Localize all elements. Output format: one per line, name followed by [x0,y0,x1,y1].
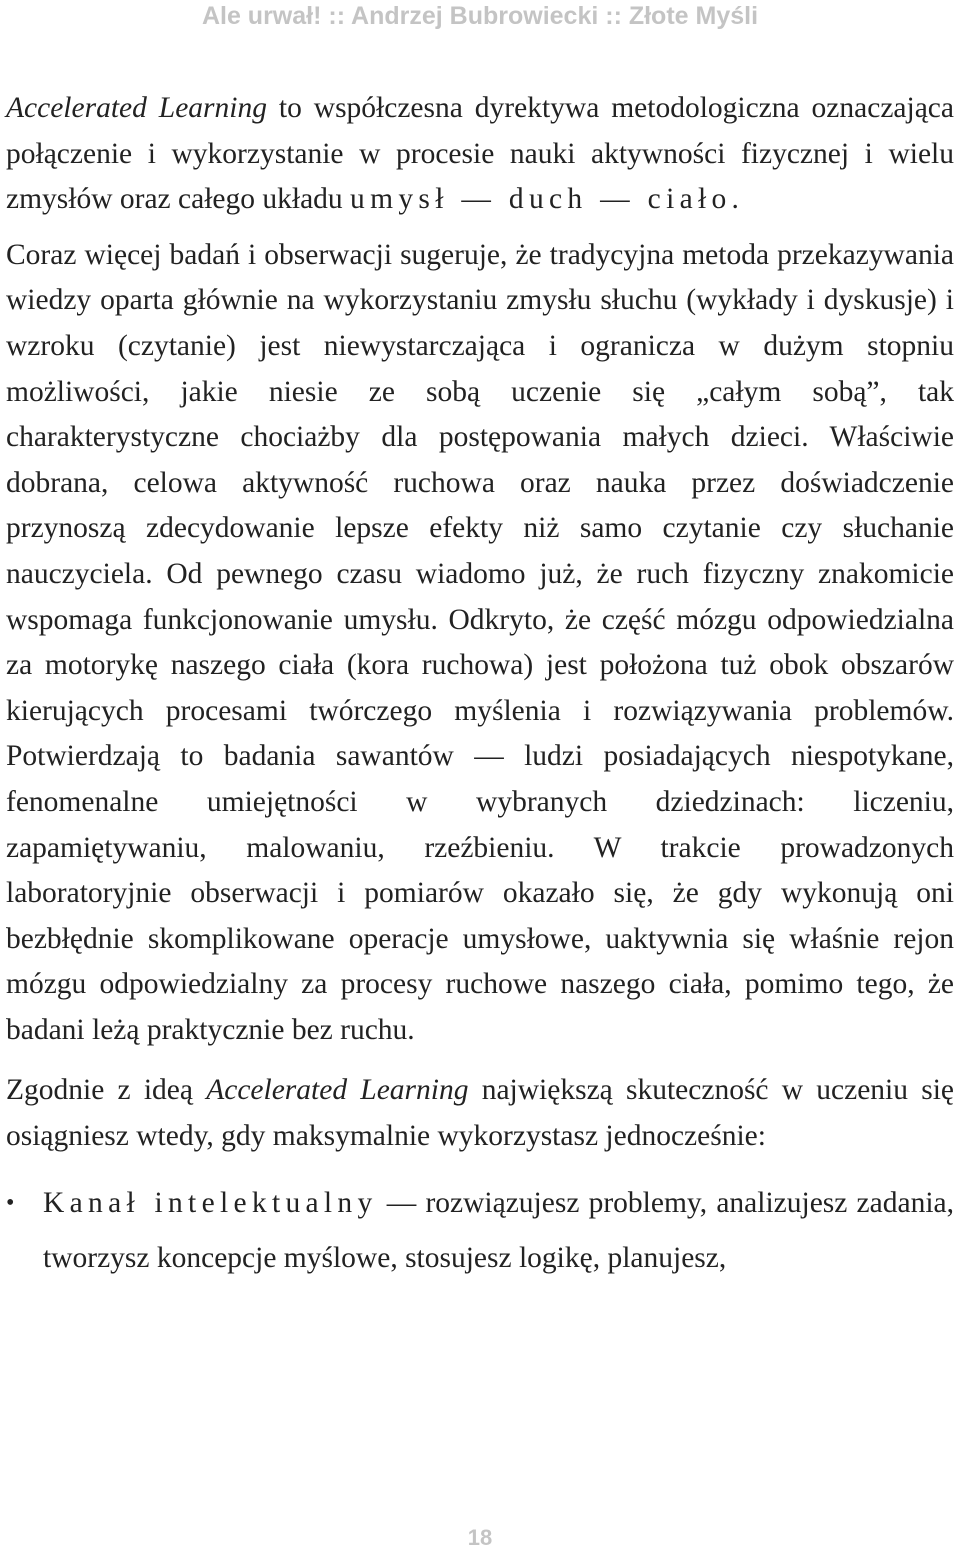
paragraph-research: Coraz więcej badań i obserwacji sugeruje, że tradycyjna metoda przekazywania wiedzy oparta głównie na wykorzystaniu zmysłu słuchu (wykłady i dyskusje) i wzroku (czytanie) jest niewystarczająca i ogranicza w dużym stopniu możliwości, jakie niesie ze sobą uczenie się „całym sobą”, tak charakterystyczne chociażby dla postępowania małych dzieci. Właściwie dobrana, celowa aktywność ruchowa oraz nauka przez doświadczenie przynoszą zdecydowanie lepsze efekty niż samo czytanie czy słuchanie nauczyciela. Od pewnego czasu wiadomo już, że ruch fizyczny znakomicie wspomaga funkcjonowanie umysłu. Odkryto, że część mózgu odpowiedzialna za motorykę naszego ciała (kora ruchowa) jest położona tuż obok obszarów kierujących procesami twórczego myślenia i rozwiązywania problemów. Potwierdzają to badania sawantów — ludzi posiadających niespotykane, fenomenalne umiejętności w wybranych dziedzinach: liczeniu, zapamiętywaniu, malowaniu, rzeźbieniu. W trakcie prowadzonych laboratoryjnie obserwacji i pomiarów okazało się, że gdy wykonują oni bezbłędnie skomplikowane operacje umysłowe, uaktywnia się właśnie rejon mózgu odpowiedzialny za procesy ruchowe naszego ciała, pomimo tego, że badani leżą praktycznie bez ruchu. [6,238,954,1046]
bullet-icon: • [6,1189,15,1216]
list-item [6,1176,954,1286]
paragraph-accelerated-learning-definition [6,86,954,223]
spaced-phrase: umysł — duch — ciało. [350,183,745,216]
paragraph-text: to współczesna dyrektywa metodologiczna oznaczająca połączenie i wykorzystanie w procesie nauki aktywności fizycznej i wielu zmysłów oraz całego układu [6,92,954,216]
channel-list [6,1176,954,1286]
channel-name: Kanał intelektualny [43,1186,378,1219]
document-body [6,86,954,1286]
page-header: Ale urwał! :: Andrzej Bubrowiecki :: Złote Myśli [201,2,759,30]
paragraph-text: największą skuteczność w uczeniu się osiągniesz wtedy, gdy maksymalnie wykorzystasz jednocześnie: [6,1074,954,1153]
paragraph-text: Zgodnie z ideą [6,1074,207,1107]
channel-description: — rozwiązujesz problemy, analizujesz zadania, tworzysz koncepcje myślowe, stosujesz logikę, planujesz, [43,1186,955,1274]
page-number: 18 [467,1525,493,1550]
term-accelerated-learning: Accelerated Learning [206,1074,469,1107]
paragraph-idea [6,1068,954,1159]
term-accelerated-learning: Accelerated Learning [6,92,267,124]
